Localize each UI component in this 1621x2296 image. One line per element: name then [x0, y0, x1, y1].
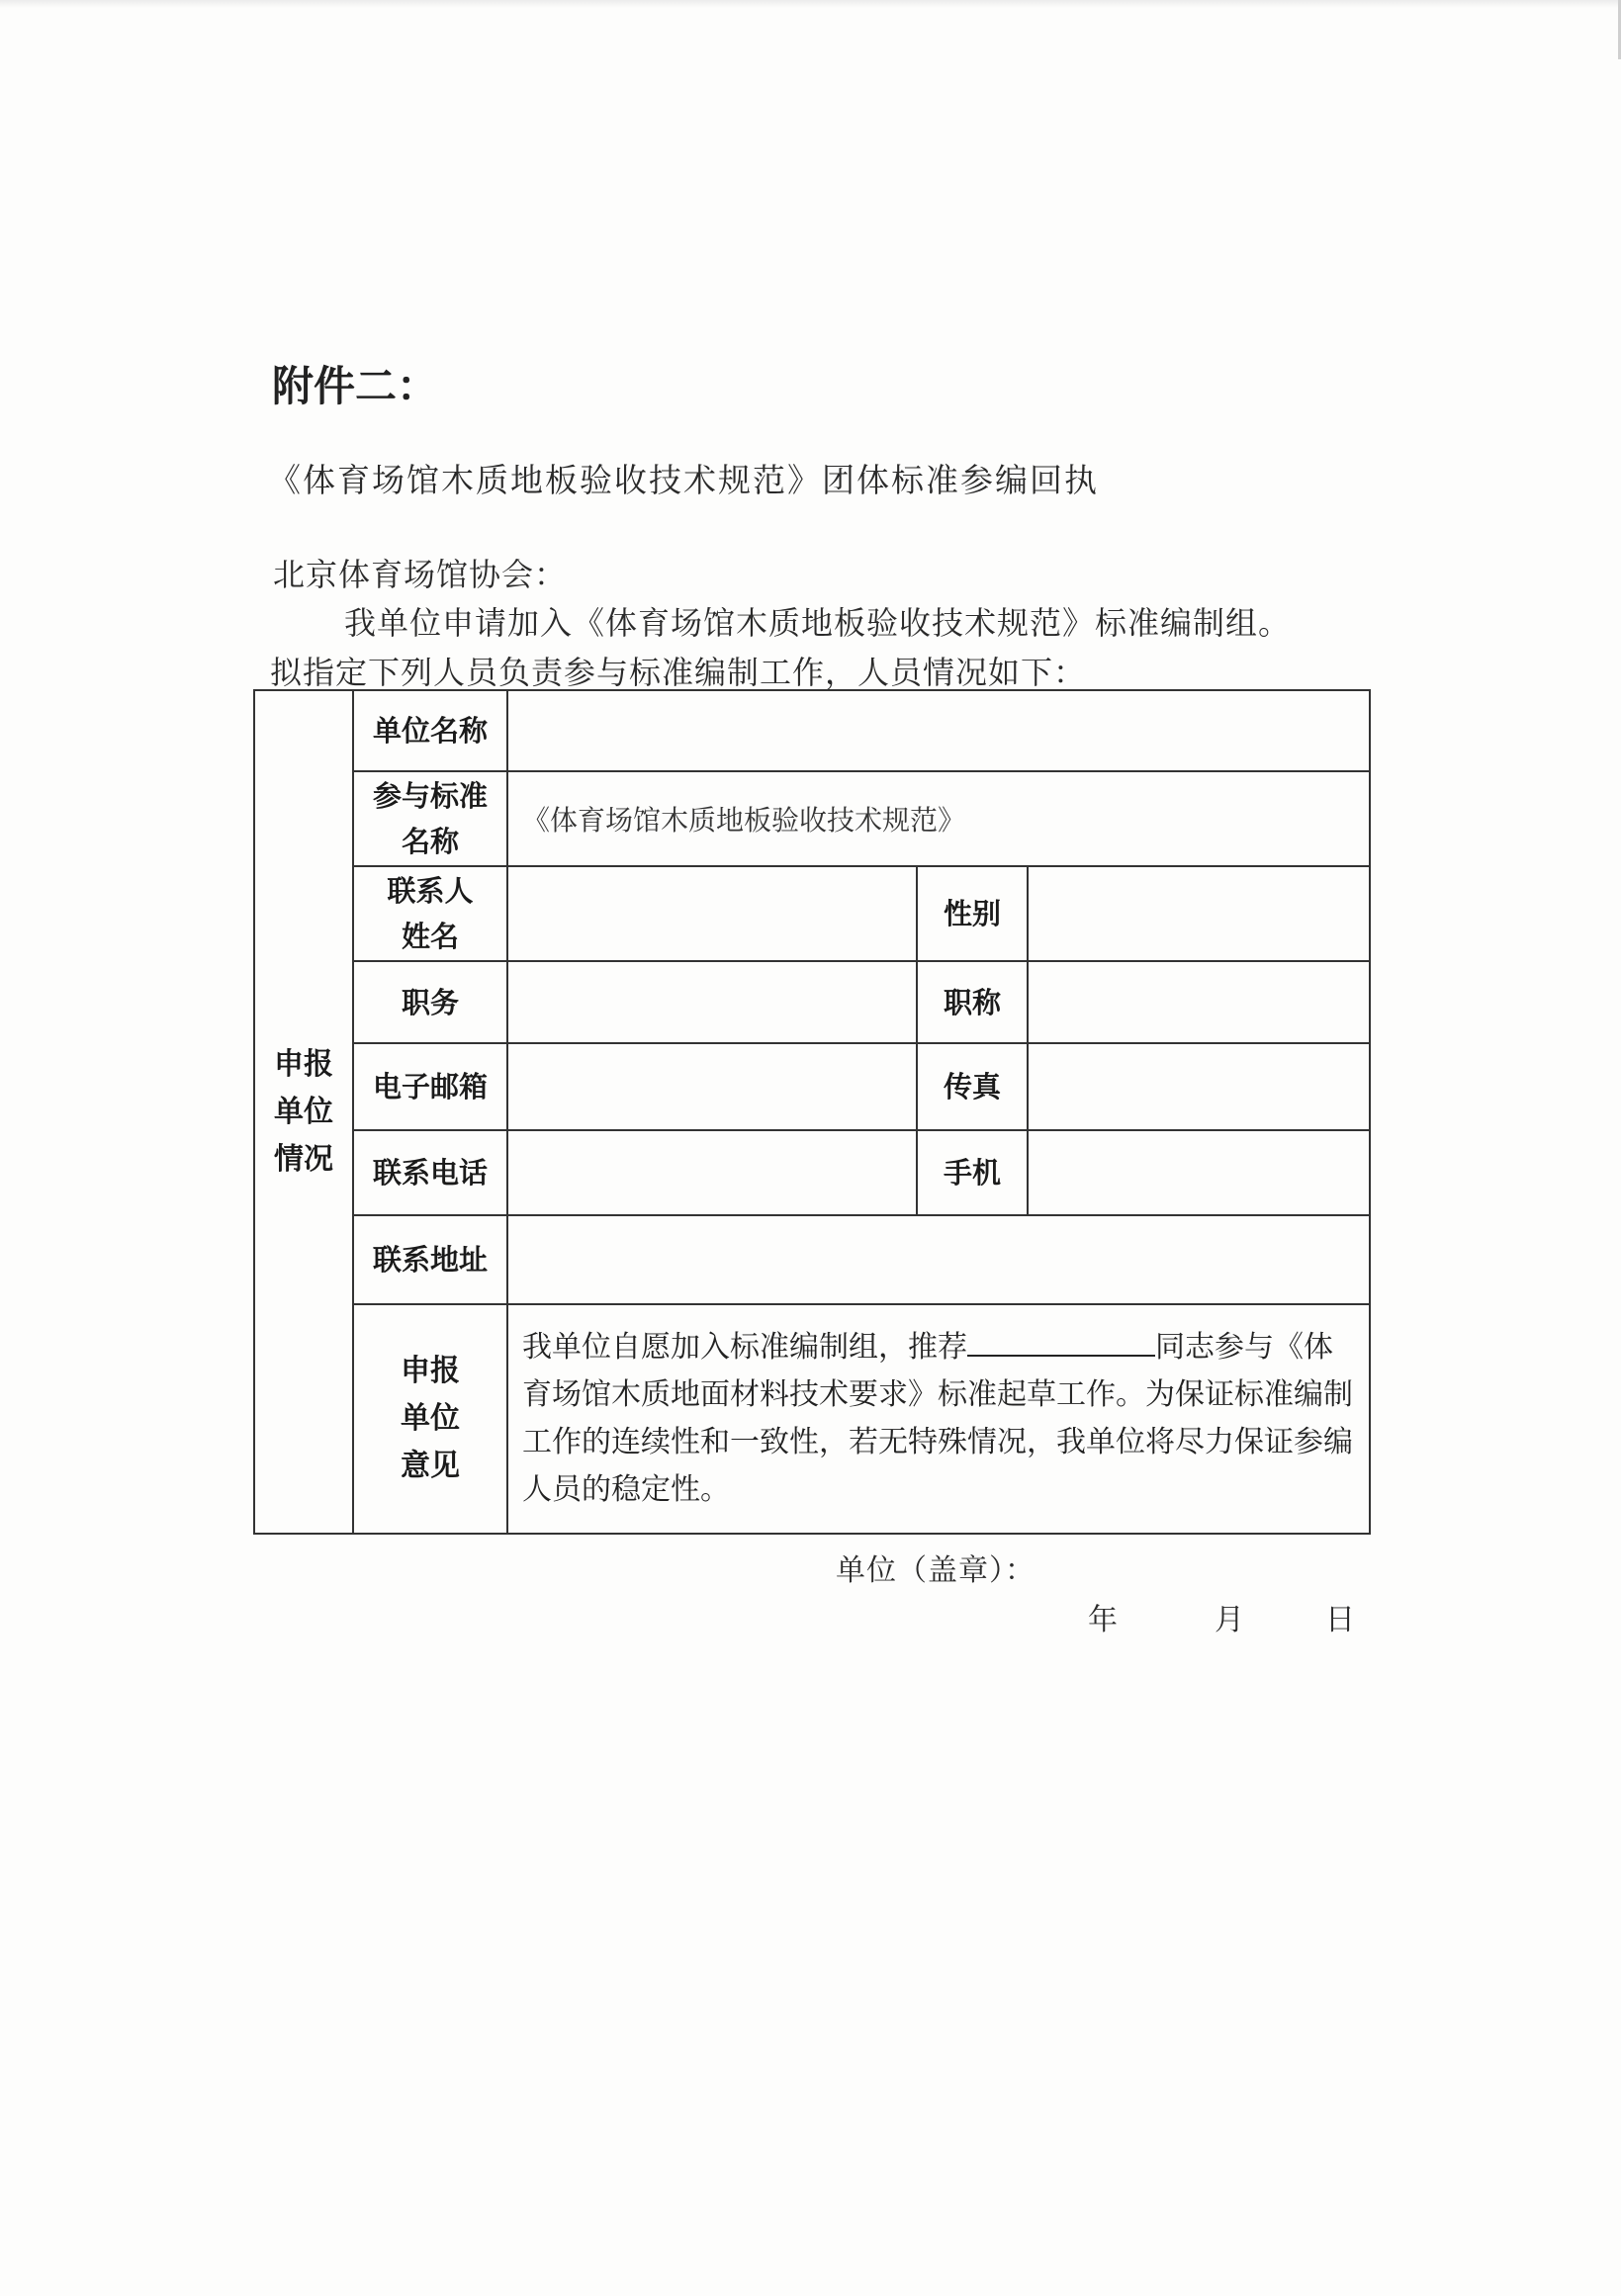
attachment-heading: 附件二： — [272, 362, 439, 410]
section-applicant-opinion: 申报 单位 意见 — [353, 1304, 507, 1534]
gender-field[interactable] — [1028, 866, 1370, 961]
standard-name-value: 《体育场馆木质地板验收技术规范》 — [507, 771, 1370, 866]
contact-name-label: 联系人 姓名 — [353, 866, 507, 961]
date-day: 日 — [1325, 1603, 1355, 1637]
unit-name-field[interactable] — [507, 690, 1370, 771]
seal-label: 单位（盖章）： — [836, 1553, 1036, 1588]
recommended-person-blank[interactable] — [967, 1325, 1155, 1357]
email-label: 电子邮箱 — [353, 1043, 507, 1130]
row-standard — [254, 771, 1370, 866]
title-label: 职称 — [917, 961, 1028, 1043]
contact-name-field[interactable] — [507, 866, 917, 961]
date-month: 月 — [1215, 1603, 1244, 1637]
row-duty — [254, 961, 1370, 1043]
date-year: 年 — [1088, 1603, 1118, 1637]
address-label: 联系地址 — [353, 1215, 507, 1304]
phone-label: 联系电话 — [353, 1130, 507, 1215]
email-field[interactable] — [507, 1043, 917, 1130]
duty-label: 职务 — [353, 961, 507, 1043]
fax-field[interactable] — [1028, 1043, 1370, 1130]
title-field[interactable] — [1028, 961, 1370, 1043]
opinion-text: 我单位自愿加入标准编制组，推荐 同志参与《体育场馆木质地面材料技术要求》标准起草工作。为保证标准编制工作的连续性和一致性，若无特殊情况，我单位将尽力保证参编人员的稳定性。 — [507, 1304, 1370, 1534]
gender-label: 性别 — [917, 866, 1028, 961]
unit-name-label: 单位名称 — [353, 690, 507, 771]
row-email — [254, 1043, 1370, 1130]
row-contact — [254, 866, 1370, 961]
scan-edge — [0, 0, 1621, 8]
addressee: 北京体育场馆协会： — [273, 556, 568, 593]
row-opinion — [254, 1304, 1370, 1534]
mobile-label: 手机 — [917, 1130, 1028, 1215]
row-address — [254, 1215, 1370, 1304]
duty-field[interactable] — [507, 961, 917, 1043]
intro-paragraph-2: 拟指定下列人员负责参与标准编制工作，人员情况如下： — [270, 654, 1087, 691]
standard-name-label: 参与标准 名称 — [353, 771, 507, 866]
mobile-field[interactable] — [1028, 1130, 1370, 1215]
row-unit-name — [254, 690, 1370, 771]
intro-paragraph-1: 我单位申请加入《体育场馆木质地板验收技术规范》标准编制组。 — [344, 604, 1292, 642]
fax-label: 传真 — [917, 1043, 1028, 1130]
phone-field[interactable] — [507, 1130, 917, 1215]
row-phone — [254, 1130, 1370, 1215]
section-applicant-info: 申报 单位 情况 — [254, 690, 353, 1534]
document-title: 《体育场馆木质地板验收技术规范》团体标准参编回执 — [268, 461, 1099, 499]
application-form-table — [253, 689, 1371, 1535]
address-field[interactable] — [507, 1215, 1370, 1304]
